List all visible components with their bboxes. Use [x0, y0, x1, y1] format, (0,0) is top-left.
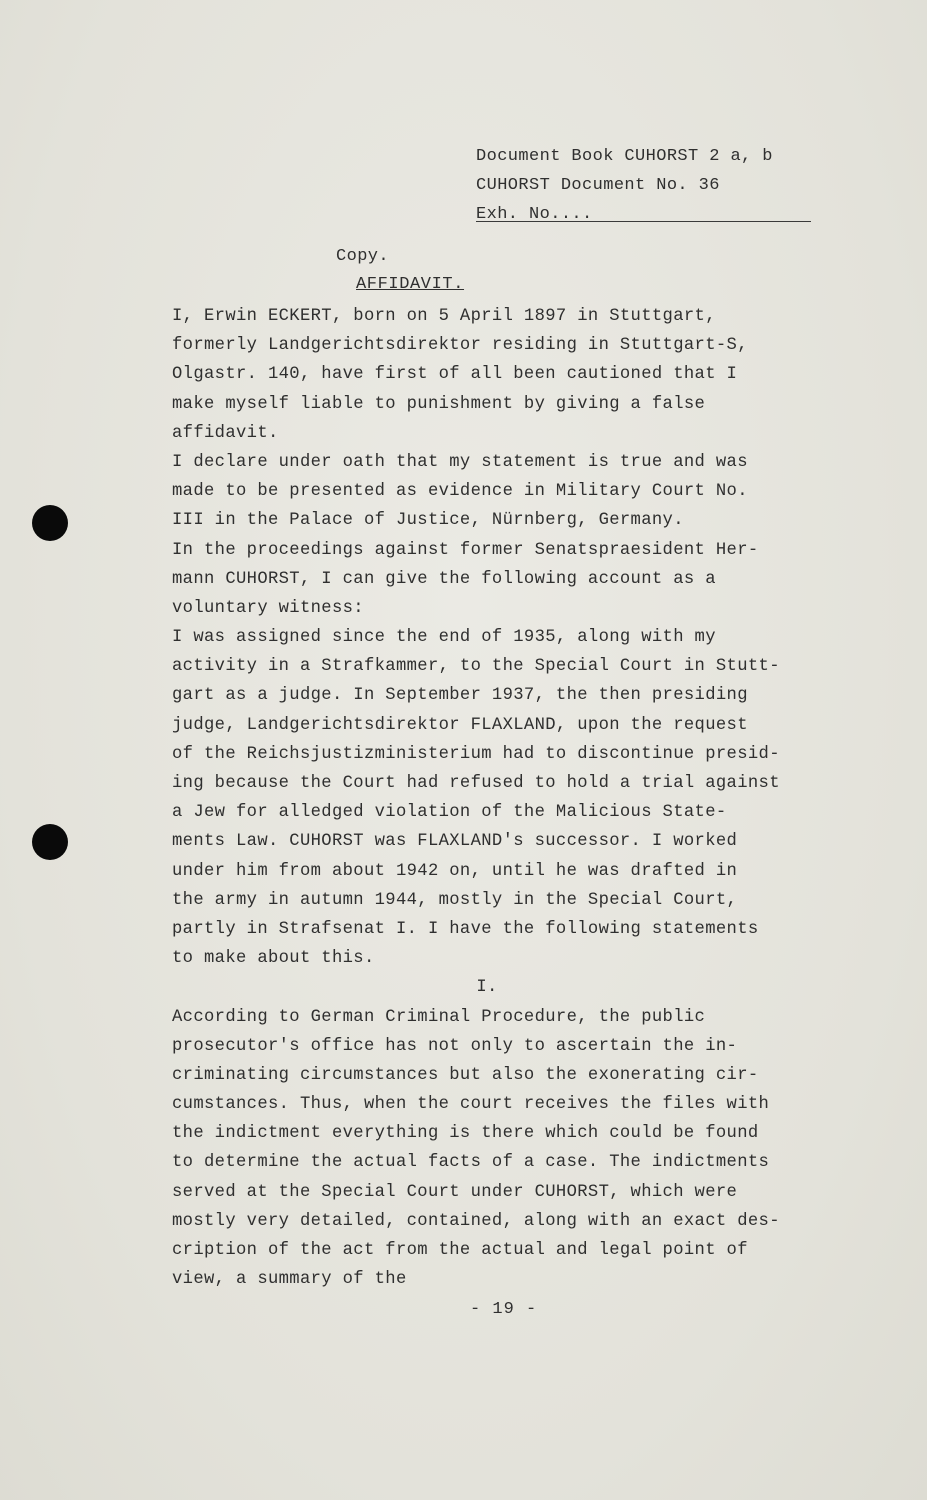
text-line: criminating circumstances but also the exonerating cir- [172, 1065, 759, 1085]
punch-hole-bottom [32, 824, 68, 860]
text-line: judge, Landgerichtsdirektor FLAXLAND, upon the request [172, 715, 748, 735]
document-number-ref: CUHORST Document No. 36 [476, 176, 720, 195]
text-line: to make about this. [172, 949, 375, 969]
text-line: of the Reichsjustizministerium had to discontinue presid- [172, 744, 780, 764]
exhibit-number-underline [476, 221, 811, 222]
document-title: AFFIDAVIT. [356, 275, 465, 294]
text-line: activity in a Strafkammer, to the Special Court in Stutt- [172, 657, 780, 677]
text-line: I, Erwin ECKERT, born on 5 April 1897 in Stuttgart, [172, 307, 716, 326]
text-line: gart as a judge. In September 1937, the then presiding [172, 686, 748, 706]
text-line: under him from about 1942 on, until he was drafted in [172, 861, 738, 881]
page-number: - 19 - [470, 1300, 538, 1319]
text-line: a Jew for alledged violation of the Malicious State- [172, 803, 727, 823]
text-line: voluntary witness: [172, 598, 364, 618]
text-line: affidavit. [172, 423, 279, 443]
text-line: the indictment everything is there which could be found [172, 1124, 759, 1144]
text-line: view, a summary of the [172, 1270, 407, 1290]
text-line: I was assigned since the end of 1935, along with my [172, 628, 716, 648]
text-line: According to German Criminal Procedure, the public [172, 1007, 706, 1027]
document-book-ref: Document Book CUHORST 2 a, b [476, 147, 773, 166]
text-line: formerly Landgerichtsdirektor residing in Stuttgart-S, [172, 336, 748, 356]
text-line: In the proceedings against former Senatspraesident Her- [172, 540, 759, 560]
affidavit-body [172, 302, 872, 1294]
text-line: mann CUHORST, I can give the following account as a [172, 569, 716, 589]
punch-hole-top [32, 505, 68, 541]
text-line: I declare under oath that my statement is true and was [172, 452, 748, 472]
text-line: prosecutor's office has not only to ascertain the in- [172, 1036, 738, 1056]
text-line: mostly very detailed, contained, along with an exact des- [172, 1211, 780, 1231]
text-line: III in the Palace of Justice, Nürnberg, Germany. [172, 511, 684, 531]
text-line: made to be presented as evidence in Military Court No. [172, 482, 748, 502]
text-line: cription of the act from the actual and legal point of [172, 1241, 748, 1260]
text-line: cumstances. Thus, when the court receives the files with [172, 1095, 770, 1115]
text-line: Olgastr. 140, have first of all been cautioned that I [172, 365, 738, 385]
section-number: I. [476, 978, 498, 998]
text-line: ments Law. CUHORST was FLAXLAND's successor. I worked [172, 832, 738, 852]
text-line: partly in Strafsenat I. I have the following statements [172, 919, 759, 939]
exhibit-number-ref: Exh. No.... [476, 205, 593, 224]
text-line: ing because the Court had refused to hold a trial against [172, 774, 780, 793]
text-line: the army in autumn 1944, mostly in the Special Court, [172, 890, 738, 910]
text-line: make myself liable to punishment by giving a false [172, 394, 706, 414]
copy-label: Copy. [336, 247, 390, 266]
text-line: to determine the actual facts of a case. The indictments [172, 1153, 770, 1173]
text-line: served at the Special Court under CUHORST, which were [172, 1182, 738, 1202]
